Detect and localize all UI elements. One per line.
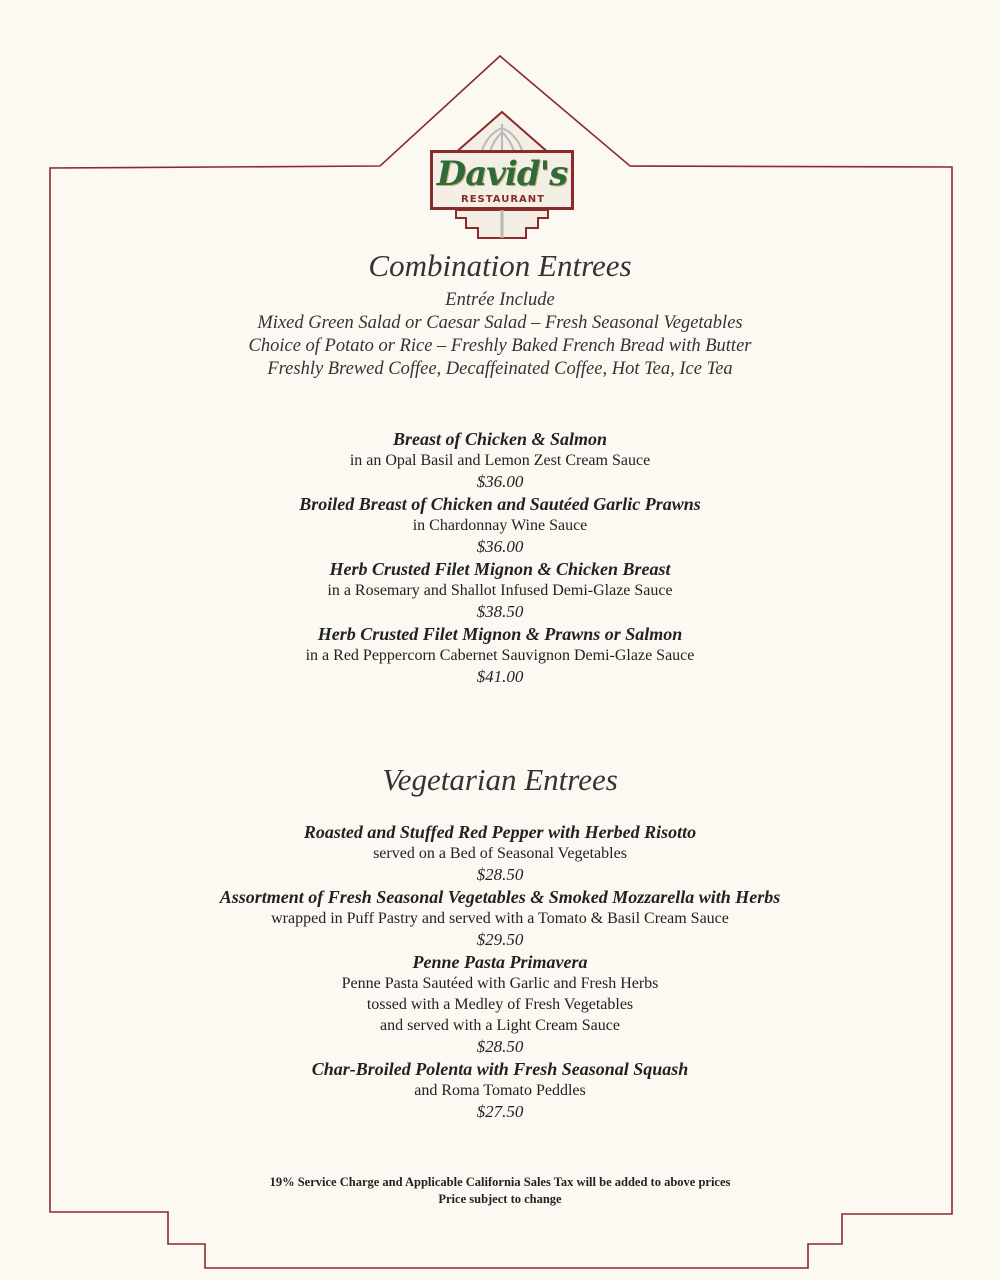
item-description: in a Red Peppercorn Cabernet Sauvignon Demi-Glaze Sauce — [305, 647, 695, 664]
item-description: and Roma Tomato Peddles — [414, 1082, 586, 1099]
restaurant-logo — [426, 110, 578, 242]
item-name: Herb Crusted Filet Mignon & Prawns or Salmon — [317, 624, 683, 644]
item-price: $41.00 — [476, 667, 524, 686]
include-line: Choice of Potato or Rice – Freshly Baked French Bread with Butter — [248, 336, 752, 356]
item-price: $28.50 — [476, 1037, 524, 1056]
item-description: in a Rosemary and Shallot Infused Demi-Glaze Sauce — [327, 582, 673, 599]
item-price: $29.50 — [476, 930, 524, 949]
footer-note — [0, 1174, 1000, 1208]
item-description: in Chardonnay Wine Sauce — [412, 517, 588, 534]
item-name: Broiled Breast of Chicken and Sautéed Garlic Prawns — [299, 494, 701, 514]
include-line: Mixed Green Salad or Caesar Salad – Fresh Seasonal Vegetables — [257, 313, 743, 333]
item-description: in an Opal Basil and Lemon Zest Cream Sauce — [349, 452, 651, 469]
logo-script: David's — [436, 154, 568, 194]
menu-item — [0, 428, 1000, 493]
item-price: $36.00 — [476, 472, 524, 491]
service-charge-note: 19% Service Charge and Applicable California Sales Tax will be added to above prices — [269, 1175, 731, 1189]
item-name: Char-Broiled Polenta with Fresh Seasonal Squash — [311, 1059, 689, 1079]
combination-title: Combination Entrees — [368, 248, 632, 283]
item-price: $27.50 — [476, 1102, 524, 1121]
item-name: Assortment of Fresh Seasonal Vegetables & Smoked Mozzarella with Herbs — [219, 887, 781, 907]
item-name: Roasted and Stuffed Red Pepper with Herbed Risotto — [303, 822, 697, 842]
menu-item — [0, 623, 1000, 688]
combination-list — [0, 428, 1000, 688]
menu-item — [0, 1058, 1000, 1123]
item-description: served on a Bed of Seasonal Vegetables — [373, 845, 627, 862]
item-description: Penne Pasta Sautéed with Garlic and Fresh Herbs — [341, 975, 659, 992]
entree-include — [0, 289, 1000, 381]
menu-item — [0, 493, 1000, 558]
menu-item — [0, 886, 1000, 951]
item-price: $36.00 — [476, 537, 524, 556]
item-name: Breast of Chicken & Salmon — [392, 429, 608, 449]
menu-item — [0, 951, 1000, 1058]
item-description: wrapped in Puff Pastry and served with a Tomato & Basil Cream Sauce — [271, 910, 729, 927]
vegetarian-title: Vegetarian Entrees — [382, 762, 618, 797]
menu-item — [0, 558, 1000, 623]
item-description: tossed with a Medley of Fresh Vegetables — [366, 996, 634, 1013]
menu-item — [0, 821, 1000, 886]
logo-subtitle: RESTAURANT — [461, 194, 545, 205]
include-heading: Entrée Include — [445, 290, 555, 310]
item-name: Penne Pasta Primavera — [412, 952, 588, 972]
include-line: Freshly Brewed Coffee, Decaffeinated Coffee, Hot Tea, Ice Tea — [267, 359, 733, 379]
vegetarian-list — [0, 821, 1000, 1123]
item-price: $38.50 — [476, 602, 524, 621]
item-description: and served with a Light Cream Sauce — [380, 1017, 620, 1034]
item-price: $28.50 — [476, 865, 524, 884]
item-name: Herb Crusted Filet Mignon & Chicken Breast — [329, 559, 671, 579]
price-change-note: Price subject to change — [438, 1192, 562, 1206]
